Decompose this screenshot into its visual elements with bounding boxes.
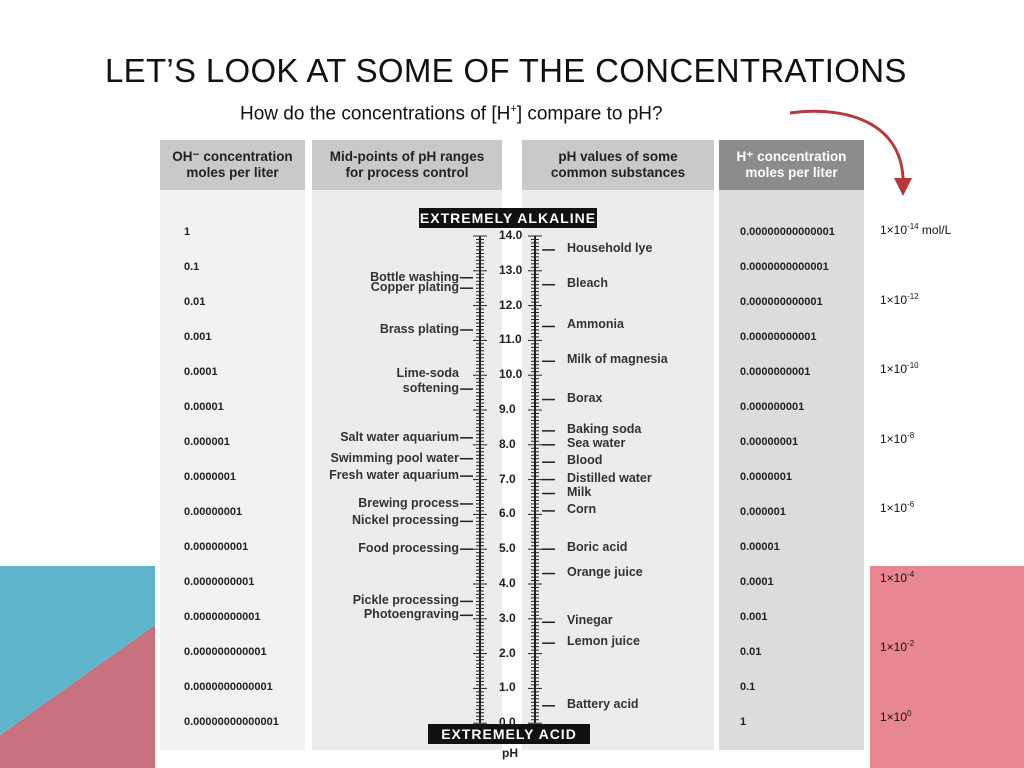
ph-values-header-line2: common substances [550, 165, 686, 180]
scientific-value [880, 361, 919, 376]
oh-value: 0.1 [184, 261, 200, 273]
subtitle-text-after: ] compare to pH? [516, 103, 663, 125]
ph-values-header-line1: pH values of some [558, 149, 678, 164]
oh-value: 0.000001 [184, 436, 230, 448]
midpoints-header-line1: Mid-points of pH ranges [329, 149, 485, 164]
midpoints-column-header [312, 140, 502, 190]
sci-exponent: 0 [907, 708, 912, 718]
substance-lemon-juice: Lemon juice [567, 634, 640, 649]
sci-base: 1×10 [880, 570, 908, 585]
sci-base: 1×10 [880, 431, 908, 446]
ph-tick-label: 9.0 [499, 402, 516, 416]
h-value: 0.0001 [740, 576, 774, 588]
substance-ammonia: Ammonia [567, 317, 624, 332]
sci-base: 1×10 [880, 501, 908, 515]
process-label-line: Bottle washing [370, 269, 459, 284]
substance-boric-acid: Boric acid [567, 540, 628, 555]
subtitle-superscript: + [510, 103, 517, 115]
oh-value: 0.00000000000001 [184, 716, 279, 728]
substance-vinegar: Vinegar [567, 613, 613, 628]
oh-value: 0.000000000001 [184, 646, 267, 658]
process-brass-plating [380, 322, 459, 337]
substance-baking-soda: Baking soda [567, 421, 642, 436]
process-brewing-process [358, 496, 459, 511]
oh-value: 0.00000001 [184, 506, 243, 518]
sci-exponent: -2 [907, 639, 915, 648]
scientific-value [880, 639, 914, 654]
process-label-line: Food processing [358, 541, 459, 556]
ph-values-column-header [522, 140, 714, 190]
ph-tick-label: 0.0 [499, 715, 516, 730]
slide-subtitle [240, 103, 663, 125]
process-copper-plating [371, 280, 459, 295]
sci-exponent: -10 [907, 361, 919, 370]
process-photoengraving [364, 607, 459, 622]
h-value: 0.1 [740, 681, 756, 693]
oh-value: 0.001 [184, 331, 212, 343]
sci-exponent: -6 [907, 500, 915, 509]
sci-unit: mol/L [918, 223, 952, 237]
oh-column-header [160, 140, 305, 190]
midpoints-panel [312, 140, 502, 750]
scientific-value [880, 570, 914, 585]
process-label-line: Salt water aquarium [340, 429, 459, 444]
ph-tick-label: 13.0 [499, 262, 523, 277]
scientific-value [880, 292, 919, 307]
arrow-head [894, 178, 912, 196]
substance-battery-acid: Battery acid [567, 696, 639, 711]
ph-tick-label: 5.0 [499, 541, 516, 556]
h-column-header [719, 140, 864, 190]
ph-tick-label: 6.0 [499, 506, 516, 521]
substance-blood: Blood [567, 453, 603, 468]
h-value: 1 [740, 716, 747, 728]
substance-distilled-water: Distilled water [567, 470, 652, 485]
slide-title: LET’S LOOK AT SOME OF THE CONCENTRATIONS [105, 52, 907, 89]
process-label-line: Pickle processing [352, 593, 459, 608]
substance-milk-of-magnesia: Milk of magnesia [567, 352, 668, 367]
substance-corn: Corn [567, 501, 597, 516]
h-value: 0.00001 [740, 541, 780, 553]
oh-value: 0.0000000000001 [184, 681, 273, 693]
scientific-value [880, 500, 914, 515]
ph-tick-label: 12.0 [499, 297, 523, 312]
process-label-line: Brewing process [358, 495, 459, 510]
process-food-processing [358, 541, 459, 556]
ph-tick-label: 4.0 [499, 576, 516, 590]
process-label-line: softening [402, 381, 459, 396]
sci-exponent: -14 [907, 222, 919, 231]
process-label-line: Lime-soda [396, 366, 459, 381]
substance-sea-water: Sea water [567, 435, 626, 450]
sci-exponent: -4 [907, 569, 915, 579]
substance-orange-juice: Orange juice [567, 564, 643, 579]
sci-base: 1×10 [880, 362, 908, 376]
oh-value: 0.0000001 [184, 471, 236, 483]
sci-base: 1×10 [880, 292, 908, 307]
ph-tick-label: 14.0 [499, 228, 523, 242]
h-value: 0.000000000001 [740, 296, 823, 308]
process-label-line: Photoengraving [363, 607, 459, 622]
h-value: 0.000001 [740, 506, 786, 518]
oh-value: 0.01 [184, 296, 206, 308]
oh-value: 1 [184, 226, 191, 238]
ph-axis-label: pH [502, 746, 518, 760]
h-value: 0.01 [740, 646, 762, 658]
extremely-alkaline-banner: EXTREMELY ALKALINE [419, 210, 597, 226]
oh-header-line2: moles per liter [186, 165, 279, 180]
substance-milk: Milk [567, 484, 592, 499]
process-nickel-processing [352, 513, 459, 528]
midpoints-header-line2: for process control [345, 165, 469, 180]
sci-base: 1×10 [880, 223, 908, 237]
h-value: 0.000000001 [740, 401, 805, 413]
ph-tick-label: 10.0 [499, 367, 523, 382]
ph-tick-label: 3.0 [499, 610, 516, 625]
process-lime-soda-softening [396, 366, 459, 396]
substance-bleach: Bleach [567, 275, 608, 290]
oh-value: 0.00000000001 [184, 611, 261, 623]
oh-panel [160, 140, 305, 750]
scientific-value [880, 222, 951, 237]
process-swimming-pool-water [331, 451, 460, 466]
process-label-line: Fresh water aquarium [329, 468, 459, 483]
process-fresh-water-aquarium [329, 468, 459, 483]
ph-tick-label: 7.0 [499, 471, 516, 486]
scientific-value [880, 709, 911, 724]
sci-base: 1×10 [880, 709, 908, 724]
sci-exponent: -8 [907, 430, 915, 440]
h-value: 0.0000001 [740, 471, 792, 483]
process-label-line: Brass plating [379, 321, 459, 336]
oh-value: 0.0001 [184, 366, 218, 378]
subtitle-text-before: How do the concentrations of [H [240, 103, 511, 125]
oh-value: 0.00001 [184, 401, 224, 413]
h-header-line2: moles per liter [745, 165, 838, 180]
h-value: 0.00000001 [740, 436, 799, 448]
ph-tick-label: 2.0 [499, 645, 516, 660]
substance-borax: Borax [567, 390, 603, 405]
h-value: 0.00000000001 [740, 331, 817, 343]
oh-value: 0.000000001 [184, 541, 249, 553]
h-header-line1: H⁺ concentration [736, 149, 847, 164]
oh-value: 0.0000000001 [184, 576, 255, 588]
h-value: 0.0000000000001 [740, 261, 829, 273]
process-pickle-processing [353, 593, 459, 608]
sci-exponent: -12 [907, 291, 919, 301]
process-salt-water-aquarium [340, 430, 459, 445]
extremely-acid-banner: EXTREMELY ACID [428, 724, 590, 744]
ph-tick-label: 11.0 [499, 332, 522, 347]
process-label-line: Swimming pool water [330, 450, 459, 465]
sci-base: 1×10 [880, 640, 908, 654]
ph-tick-label: 8.0 [499, 436, 516, 451]
process-label-line: Copper plating [370, 280, 459, 295]
ph-tick-label: 1.0 [499, 680, 516, 695]
pink-panel [870, 566, 1024, 768]
h-value: 0.001 [740, 611, 768, 623]
scientific-value [880, 431, 914, 446]
oh-header-line1: OH⁻ concentration [172, 149, 293, 164]
substance-household-lye: Household lye [567, 240, 653, 255]
h-value: 0.00000000000001 [740, 226, 835, 238]
h-value: 0.0000000001 [740, 366, 811, 378]
process-label-line: Nickel processing [352, 513, 459, 528]
